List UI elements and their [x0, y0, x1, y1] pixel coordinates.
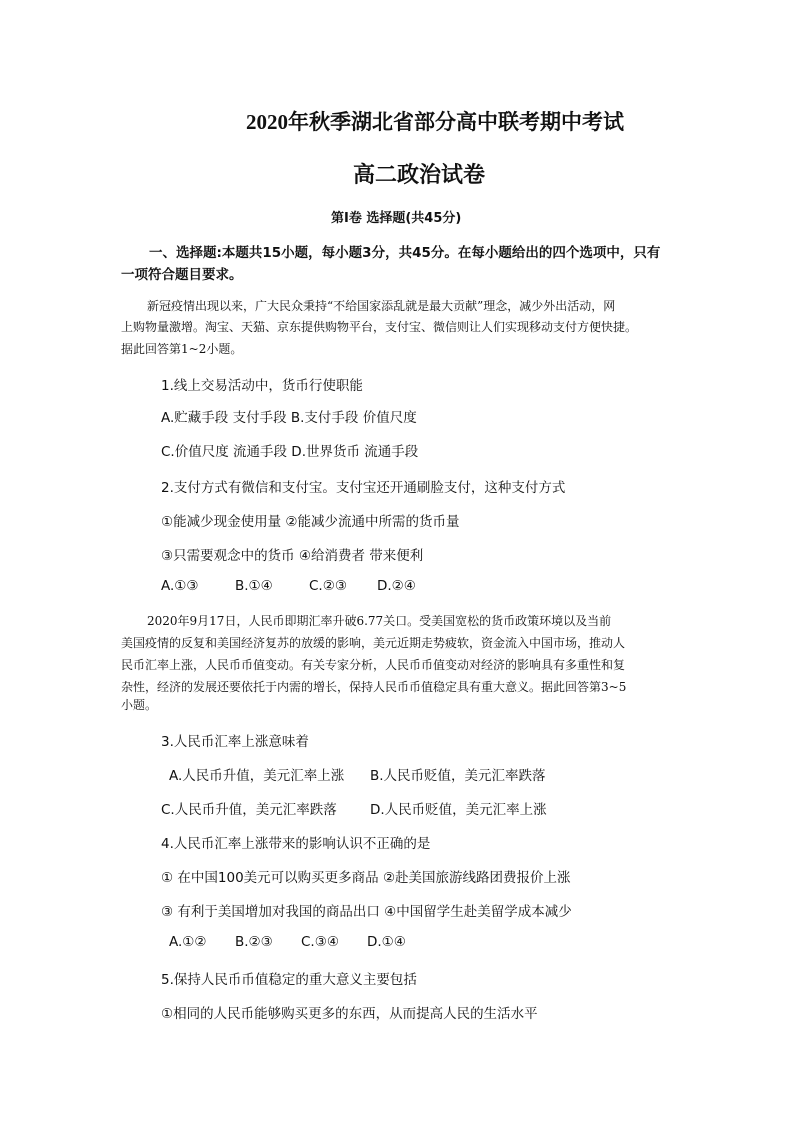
- material-2-line-4: 杂性，经济的发展还要依托于内需的增长，保持人民币币值稳定具有重大意义。据此回答第3~5: [121, 680, 627, 694]
- instructions-line-1: 一、选择题:本题共15小题，每小题3分，共45分。在每小题给出的四个选项中，只有: [149, 245, 661, 261]
- question-1-stem: 1.线上交易活动中，货币行使职能: [161, 378, 363, 394]
- exam-title: 2020年秋季湖北省部分高中联考期中考试: [246, 110, 624, 134]
- material-2-line-2: 美国疫情的反复和美国经济复苏的放缓的影响，美元近期走势疲软，资金流入中国市场，推动人: [121, 636, 626, 650]
- option-b: B.①④: [235, 578, 273, 594]
- option-c: C.③④: [301, 934, 339, 950]
- question-3-stem: 3.人民币汇率上涨意味着: [161, 734, 309, 750]
- material-2-line-5: 小题。: [121, 698, 158, 712]
- material-2-line-1: 2020年9月17日，人民币即期汇率升破6.77关口。受美国宽松的货币政策环境以及当前: [147, 614, 612, 628]
- material-1-line-2: 上购物量激增。淘宝、天猫、京东提供购物平台，支付宝、微信则让人们实现移动支付方便快捷。: [121, 320, 638, 334]
- question-1-options-ab: A.贮藏手段 支付手段 B.支付手段 价值尺度: [161, 410, 417, 426]
- option-d: D.①④: [367, 934, 406, 950]
- question-2-statements-12: ①能减少现金使用量 ②能减少流通中所需的货币量: [161, 514, 460, 530]
- material-1-line-1: 新冠疫情出现以来，广大民众秉持“不给国家添乱就是最大贡献”理念，减少外出活动，网: [147, 299, 616, 313]
- question-4-options: [169, 934, 406, 950]
- question-3-option-d: D.人民币贬值，美元汇率上涨: [370, 802, 547, 818]
- question-3-option-a: A.人民币升值，美元汇率上涨: [169, 768, 345, 784]
- option-c: C.②③: [309, 578, 347, 594]
- question-4-stem: 4.人民币汇率上涨带来的影响认识不正确的是: [161, 836, 431, 852]
- option-a: A.①③: [161, 578, 199, 594]
- question-3-option-c: C.人民币升值，美元汇率跌落: [161, 802, 337, 818]
- question-2-options: [161, 578, 416, 594]
- option-b: B.②③: [235, 934, 273, 950]
- part-heading: 第Ⅰ卷 选择题(共45分): [331, 211, 462, 226]
- question-5-stem: 5.保持人民币币值稳定的重大意义主要包括: [161, 972, 417, 988]
- material-2-line-3: 民币汇率上涨，人民币币值变动。有关专家分析，人民币币值变动对经济的影响具有多重性和复: [121, 658, 626, 672]
- question-4-statements-12: ① 在中国100美元可以购买更多商品 ②赴美国旅游线路团费报价上涨: [161, 870, 571, 886]
- option-d: D.②④: [377, 578, 416, 594]
- material-1-line-3: 据此回答第1~2小题。: [121, 342, 243, 356]
- question-3-option-b: B.人民币贬值，美元汇率跌落: [370, 768, 546, 784]
- exam-subtitle: 高二政治试卷: [353, 162, 486, 187]
- question-1-options-cd: C.价值尺度 流通手段 D.世界货币 流通手段: [161, 444, 419, 460]
- option-a: A.①②: [169, 934, 207, 950]
- question-2-stem: 2.支付方式有微信和支付宝。支付宝还开通刷脸支付，这种支付方式: [161, 480, 566, 496]
- question-4-statements-34: ③ 有利于美国增加对我国的商品出口 ④中国留学生赴美留学成本减少: [161, 904, 572, 920]
- question-5-statement-1: ①相同的人民币能够购买更多的东西，从而提高人民的生活水平: [161, 1006, 538, 1022]
- instructions-line-2: 一项符合题目要求。: [121, 267, 243, 283]
- question-2-statements-34: ③只需要观念中的货币 ④给消费者 带来便利: [161, 548, 424, 564]
